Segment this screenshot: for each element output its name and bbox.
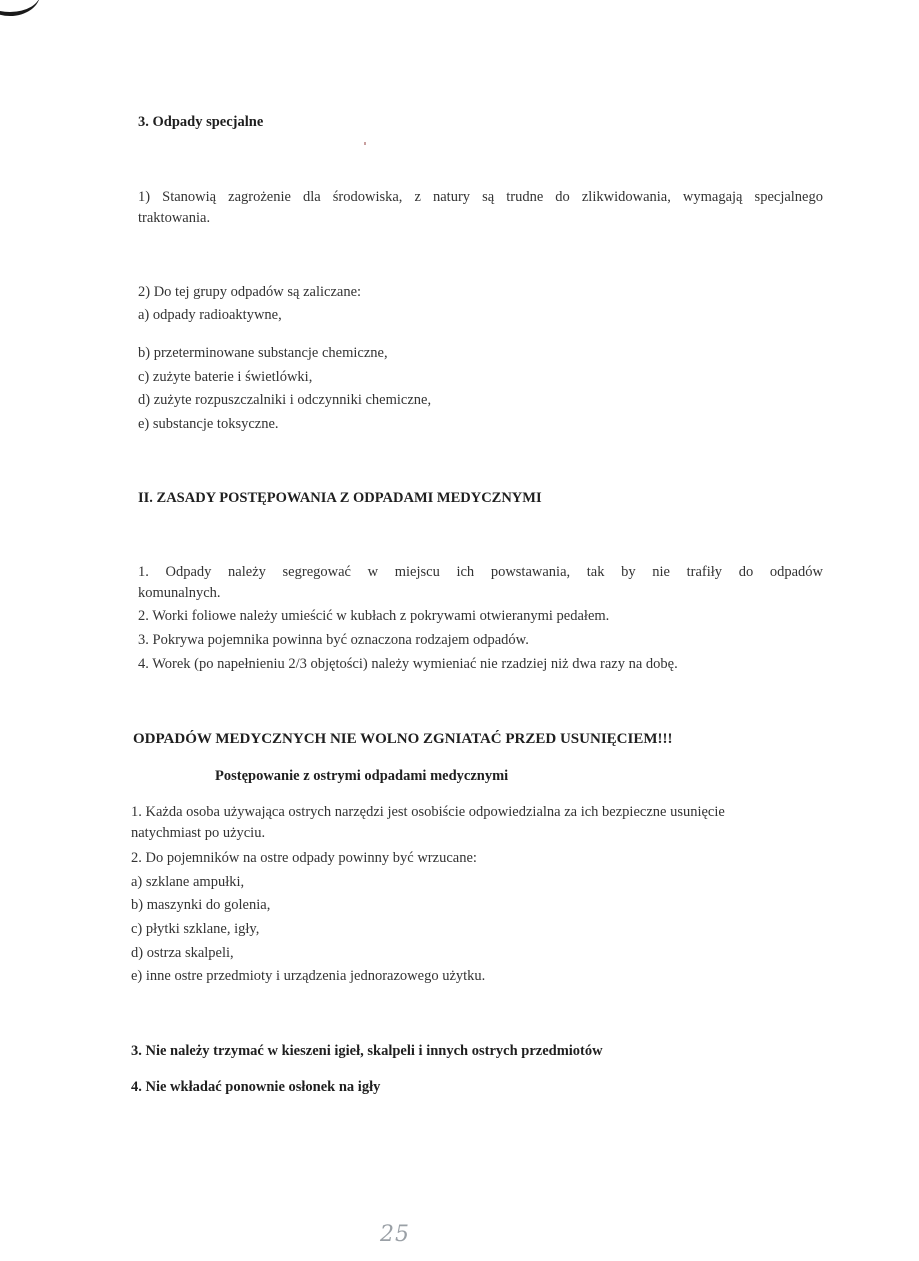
sharps-rule-3: 3. Nie należy trzymać w kieszeni igieł, skalpeli i innych ostrych przedmiotów [131,1043,603,1059]
paragraph-line: traktowania. [138,210,211,226]
warning-heading: ODPADÓW MEDYCZNYCH NIE WOLNO ZGNIATAĆ PRZED USUNIĘCIEM!!! [133,731,673,747]
paragraph-line: 1) Stanowią zagrożenie dla środowiska, z natury są trudne do zlikwidowania, wymagają specjalnego [138,189,823,205]
section-heading-special-waste: 3. Odpady specjalne [138,114,264,130]
handwritten-page-number: 25 [380,1222,410,1247]
list-item: b) przeterminowane substancje chemiczne, [138,345,388,361]
rule-line: 3. Pokrywa pojemnika powinna być oznaczona rodzajem odpadów. [138,632,529,648]
sharps-line: 2. Do pojemników na ostre odpady powinny być wrzucane: [131,850,477,866]
section-heading-rules: II. ZASADY POSTĘPOWANIA Z ODPADAMI MEDYCZNYMI [138,490,542,506]
list-item: c) zużyte baterie i świetlówki, [138,369,313,385]
subheading-sharps: Postępowanie z ostrymi odpadami medycznymi [215,768,509,784]
rule-line: 2. Worki foliowe należy umieścić w kubłach z pokrywami otwieranymi pedałem. [138,608,610,624]
scan-speck [364,142,366,145]
rule-line: komunalnych. [138,585,221,601]
sharps-rule-4: 4. Nie wkładać ponownie osłonek na igły [131,1079,381,1095]
scan-corner-mark [0,0,40,16]
list-item: d) ostrza skalpeli, [131,945,234,961]
list-item: b) maszynki do golenia, [131,897,271,913]
rule-line: 4. Worek (po napełnieniu 2/3 objętości) należy wymieniać nie rzadziej niż dwa razy na dobę. [138,656,678,672]
list-item: e) substancje toksyczne. [138,416,279,432]
list-item: e) inne ostre przedmioty i urządzenia jednorazowego użytku. [131,968,486,984]
list-item: a) odpady radioaktywne, [138,307,282,323]
sharps-line: natychmiast po użyciu. [131,825,266,841]
list-item: a) szklane ampułki, [131,874,245,890]
list-item: c) płytki szklane, igły, [131,921,260,937]
list-intro: 2) Do tej grupy odpadów są zaliczane: [138,284,362,300]
list-item: d) zużyte rozpuszczalniki i odczynniki chemiczne, [138,392,432,408]
sharps-line: 1. Każda osoba używająca ostrych narzędzi jest osobiście odpowiedzialna za ich bezpieczne usunięcie [131,804,725,820]
rule-line: 1. Odpady należy segregować w miejscu ich powstawania, tak by nie trafiły do odpadów [138,564,823,580]
